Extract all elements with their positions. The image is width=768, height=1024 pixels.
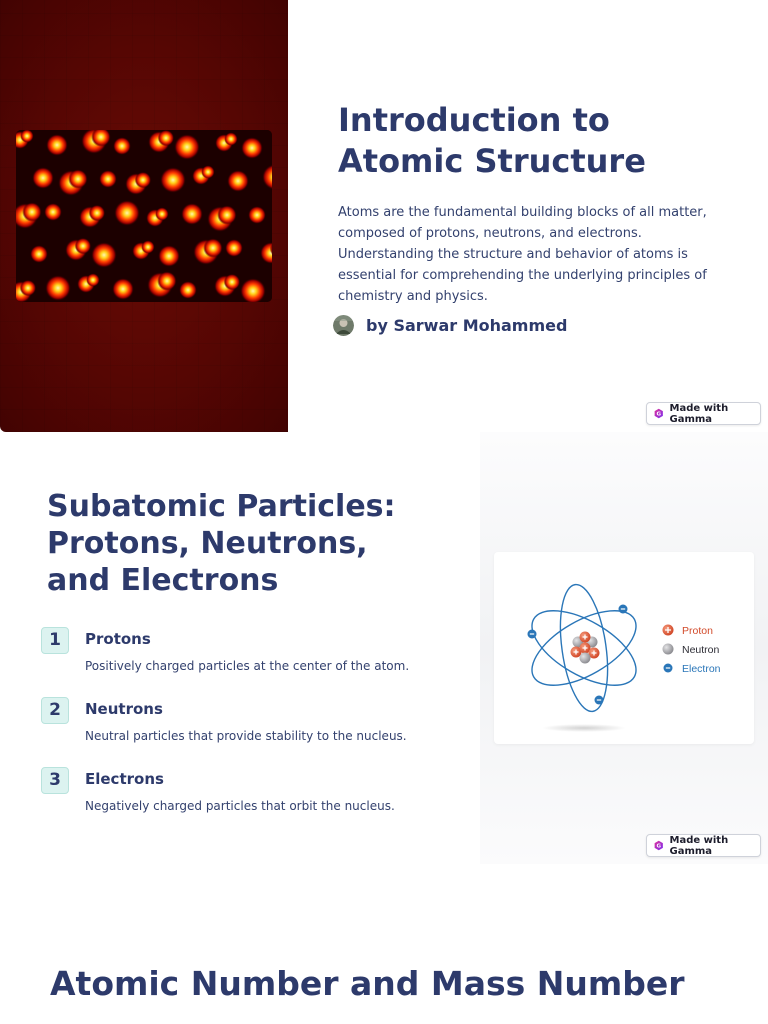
- gamma-badge-label: Made with Gamma: [669, 402, 729, 425]
- slide-intro: [0, 0, 768, 432]
- atom-glow-dot: [30, 245, 48, 263]
- item-title: Electrons: [85, 770, 164, 788]
- svg-text:G: G: [656, 411, 662, 418]
- atom-glow-dot: [22, 202, 42, 222]
- atom-glow-dot: [158, 245, 180, 267]
- atom-glow-dot: [241, 137, 263, 159]
- atom-glow-dot: [141, 240, 155, 254]
- atom-glow-dot: [114, 200, 140, 226]
- item-number-badge: 2: [41, 697, 69, 724]
- atom-diagram-card: [494, 552, 754, 744]
- atom-glow-dot: [225, 239, 243, 257]
- atom-glow-dot: [217, 205, 237, 225]
- slide-subatomic-particles: [0, 432, 768, 864]
- atom-glow-dot: [160, 167, 186, 193]
- nucleus: [571, 632, 600, 664]
- subatomic-title-line3: and Electrons: [47, 563, 279, 598]
- item-description: Negatively charged particles that orbit the nucleus.: [85, 799, 395, 813]
- atom-glow-dot: [155, 207, 169, 221]
- atom-glow-dot: [201, 165, 215, 179]
- atom-glow-dot: [32, 167, 54, 189]
- atom-glow-dot: [135, 172, 152, 189]
- atomic-microscopy-image: [16, 130, 272, 302]
- diagram-legend: [663, 625, 721, 676]
- subatomic-title: [47, 488, 447, 599]
- atom-glow-dot: [45, 275, 71, 301]
- made-with-gamma-badge[interactable]: [646, 402, 761, 425]
- legend-electron: Electron: [682, 663, 721, 675]
- atomic-number-title: Atomic Number and Mass Number: [50, 964, 685, 1003]
- item-number-badge: 1: [41, 627, 69, 654]
- atom-diagram: [494, 552, 754, 744]
- atom-glow-dot: [248, 206, 266, 224]
- atom-glow-dot: [174, 134, 200, 160]
- item-title: Protons: [85, 630, 151, 648]
- author-name: by Sarwar Mohammed: [366, 316, 568, 335]
- intro-title: [338, 100, 738, 182]
- legend-neutron: Neutron: [682, 644, 720, 656]
- atom-glow-dot: [44, 203, 62, 221]
- gamma-logo-icon: [654, 840, 664, 851]
- item-description: Positively charged particles at the center of the atom.: [85, 659, 410, 673]
- atom-glow-dot: [20, 280, 37, 297]
- intro-image-panel: [0, 0, 288, 432]
- atom-lattice-picture: [16, 130, 272, 302]
- item-description: Neutral particles that provide stability to the nucleus.: [85, 729, 407, 743]
- atom-glow-dot: [179, 281, 197, 299]
- atom-glow-dot: [224, 132, 238, 146]
- subatomic-title-line2: Protons, Neutrons,: [47, 526, 368, 561]
- atom-glow-dot: [86, 273, 100, 287]
- made-with-gamma-badge[interactable]: [646, 834, 761, 857]
- atom-glow-dot: [224, 274, 241, 291]
- item-number-badge: 3: [41, 767, 69, 794]
- slide-atomic-number: [0, 864, 768, 1024]
- atom-glow-dot: [91, 242, 117, 268]
- intro-title-line2: Atomic Structure: [338, 142, 646, 180]
- atom-glow-dot: [157, 271, 177, 291]
- neutron-legend-icon: [663, 644, 674, 655]
- atom-glow-dot: [113, 137, 131, 155]
- atom-glow-dot: [158, 130, 175, 146]
- gamma-badge-label: Made with Gamma: [669, 834, 729, 857]
- atom-glow-dot: [99, 170, 117, 188]
- legend-proton: Proton: [682, 625, 713, 637]
- svg-text:G: G: [656, 843, 662, 850]
- atom-glow-dot: [112, 278, 134, 300]
- author-avatar: [333, 315, 354, 336]
- item-title: Neutrons: [85, 700, 163, 718]
- atom-glow-dot: [227, 170, 249, 192]
- intro-description: Atoms are the fundamental building blocks of all matter, composed of protons, neutrons, and electrons. Understanding the structure and behavior of atoms is essential for comprehending the underlying principles of chemistry and physics.: [338, 205, 707, 304]
- author-byline: [333, 315, 567, 336]
- atom-glow-dot: [75, 238, 92, 255]
- atom-glow-dot: [89, 205, 106, 222]
- atom-glow-dot: [181, 203, 203, 225]
- intro-title-line1: Introduction to: [338, 101, 610, 139]
- gamma-logo-icon: [654, 408, 664, 419]
- subatomic-title-line1: Subatomic Particles:: [47, 489, 396, 524]
- atom-glow-dot: [46, 134, 68, 156]
- atom-glow-dot: [203, 238, 223, 258]
- atom-glow-dot: [68, 169, 88, 189]
